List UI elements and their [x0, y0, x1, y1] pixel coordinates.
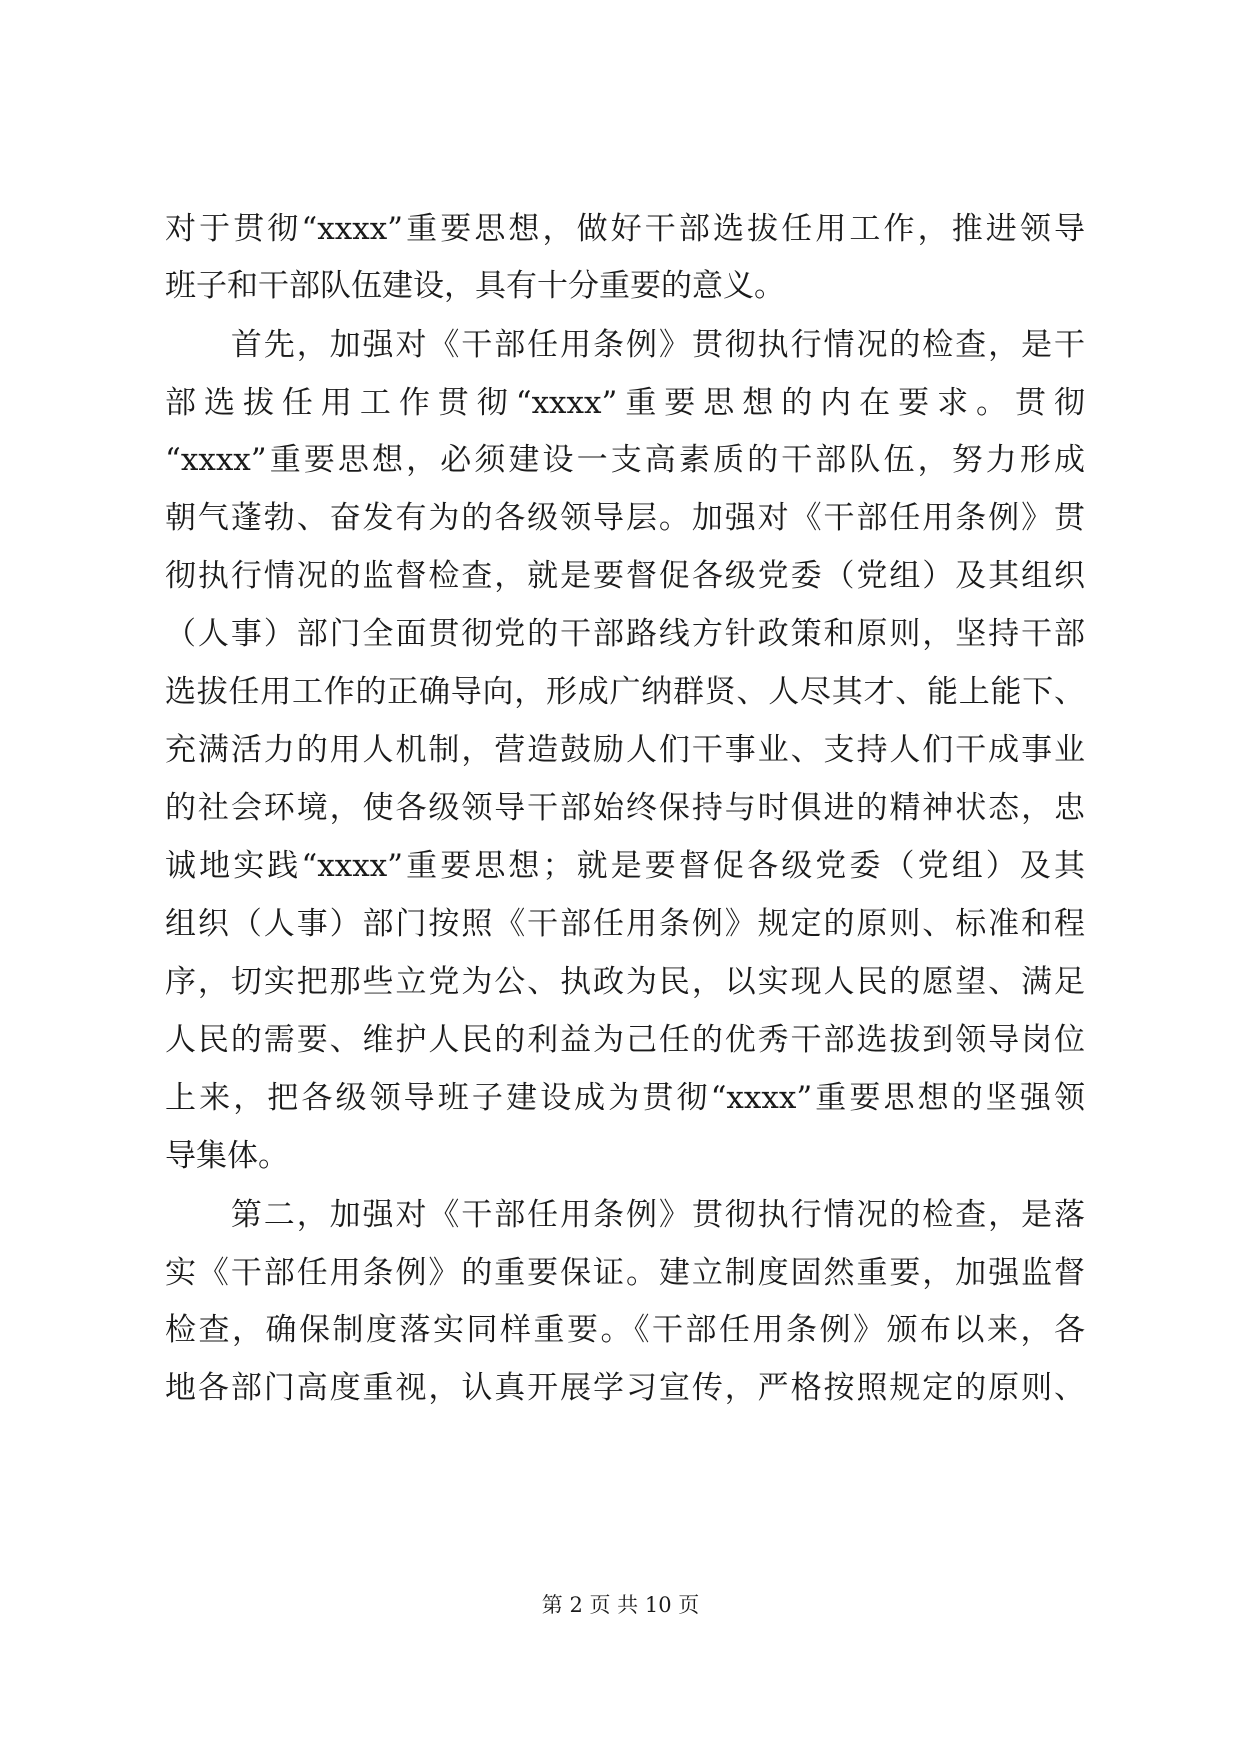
text-line: （人事）部门全面贯彻党的干部路线方针政策和原则，坚持干部	[165, 616, 1085, 652]
text-line: 部选拔任用工作贯彻“xxxx”重要思想的内在要求。贯彻	[165, 385, 1085, 421]
text-line: 地各部门高度重视，认真开展学习宣传，严格按照规定的原则、	[165, 1370, 1085, 1406]
text-line: 上来，把各级领导班子建设成为贯彻“xxxx”重要思想的坚强领	[165, 1080, 1085, 1116]
text-line: 诚地实践“xxxx”重要思想；就是要督促各级党委（党组）及其	[165, 848, 1085, 884]
page-number-footer: 第 2 页 共 10 页	[541, 1593, 700, 1617]
text-line: 第二，加强对《干部任用条例》贯彻执行情况的检查，是落	[165, 1197, 1085, 1233]
text-line: 首先，加强对《干部任用条例》贯彻执行情况的检查，是干	[165, 327, 1085, 363]
text-line: 彻执行情况的监督检查，就是要督促各级党委（党组）及其组织	[165, 558, 1085, 594]
text-line: “xxxx”重要思想，必须建设一支高素质的干部队伍，努力形成	[165, 442, 1085, 478]
text-line: 实《干部任用条例》的重要保证。建立制度固然重要，加强监督	[165, 1255, 1085, 1291]
text-line: 的社会环境，使各级领导干部始终保持与时俱进的精神状态，忠	[165, 790, 1085, 826]
text-line: 人民的需要、维护人民的利益为己任的优秀干部选拔到领导岗位	[165, 1022, 1085, 1058]
text-line: 班子和干部队伍建设，具有十分重要的意义。	[165, 268, 785, 304]
text-line: 检查，确保制度落实同样重要。《干部任用条例》颁布以来，各	[165, 1312, 1085, 1348]
text-line: 导集体。	[165, 1138, 289, 1174]
text-line: 朝气蓬勃、奋发有为的各级领导层。加强对《干部任用条例》贯	[165, 500, 1085, 536]
text-line: 充满活力的用人机制，营造鼓励人们干事业、支持人们干成事业	[165, 732, 1085, 768]
text-line: 选拔任用工作的正确导向，形成广纳群贤、人尽其才、能上能下、	[165, 674, 1085, 710]
text-line: 对于贯彻“xxxx”重要思想，做好干部选拔任用工作，推进领导	[165, 211, 1085, 247]
text-line: 组织（人事）部门按照《干部任用条例》规定的原则、标准和程	[165, 906, 1085, 942]
text-line: 序，切实把那些立党为公、执政为民，以实现人民的愿望、满足	[165, 964, 1085, 1000]
